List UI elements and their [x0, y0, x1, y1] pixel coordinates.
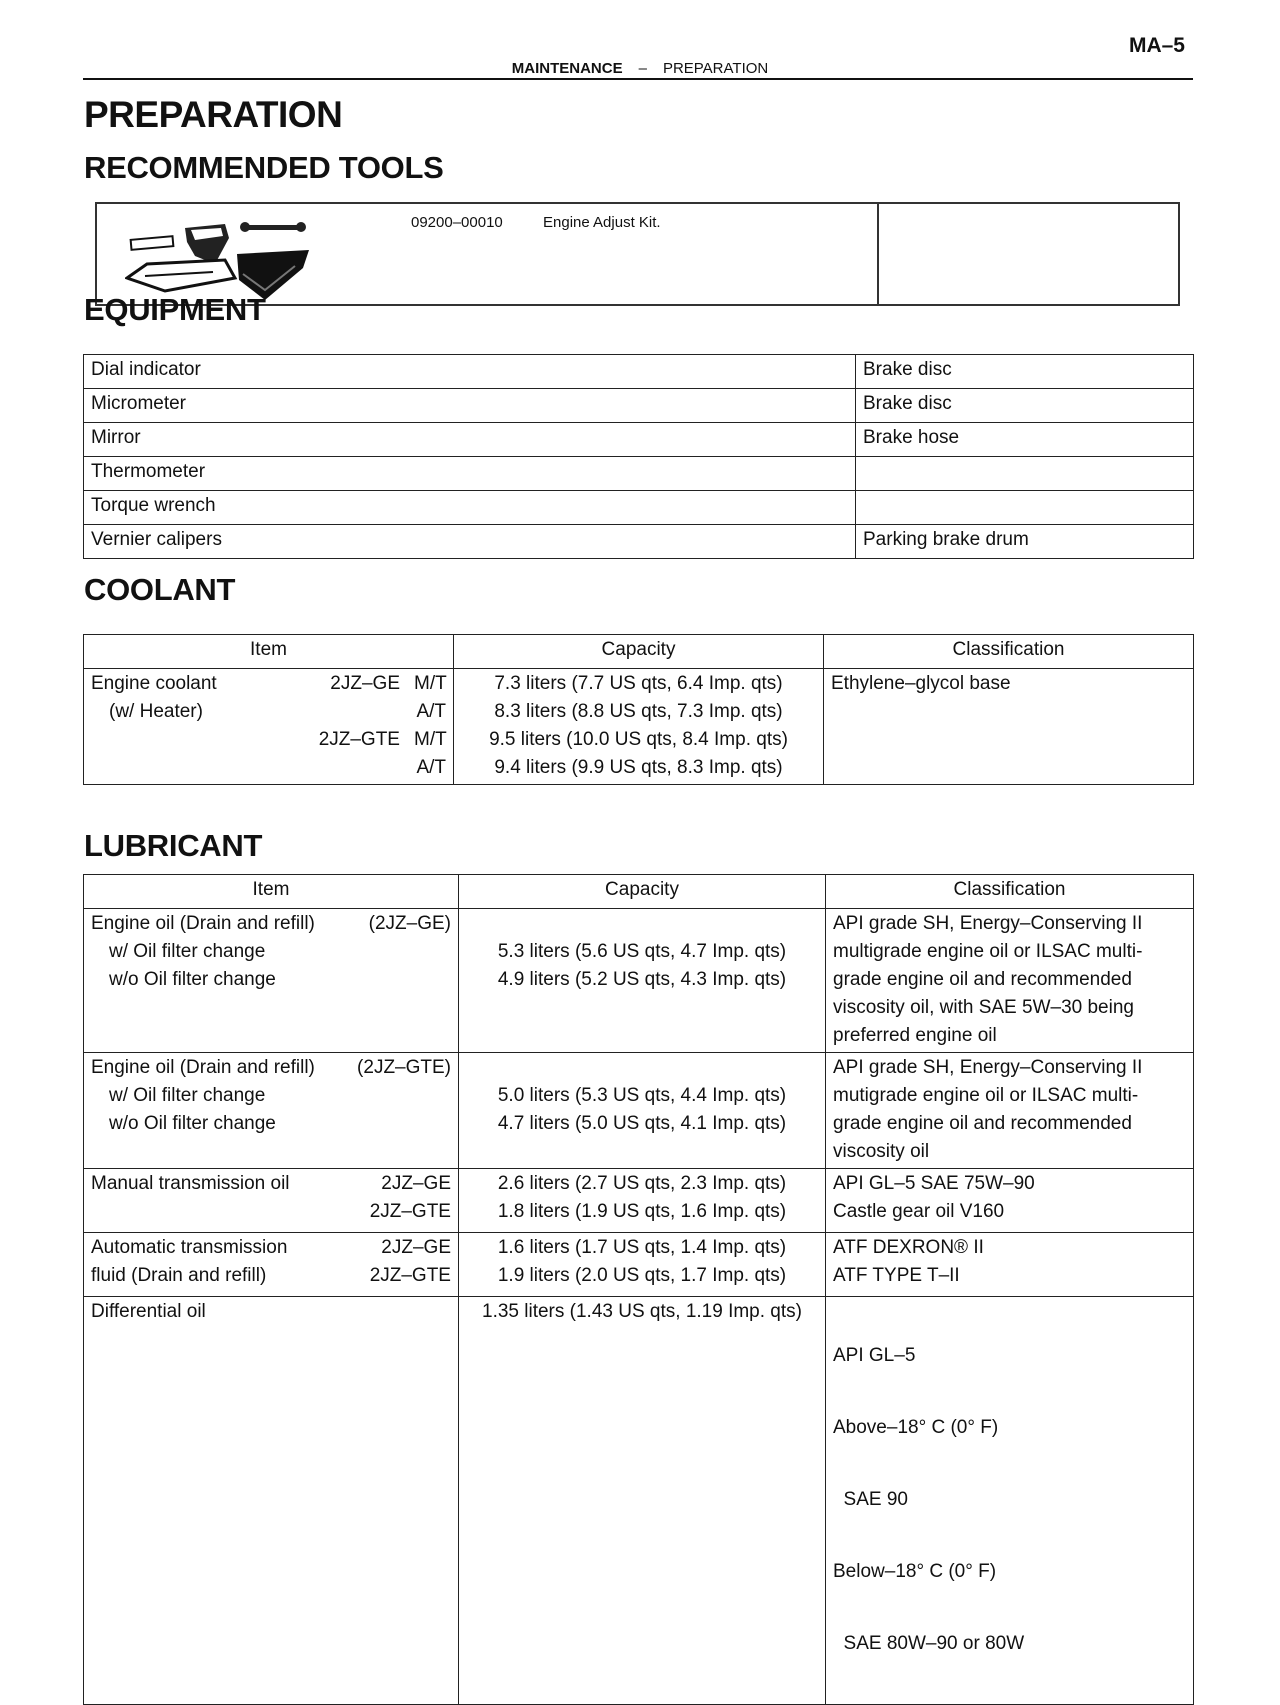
lubricant-classification: SAE 90: [833, 1489, 908, 1510]
coolant-engine: 2JZ–GE: [330, 673, 400, 694]
lubricant-item: Automatic transmission: [91, 1237, 288, 1258]
table-row: [84, 1169, 1194, 1233]
lubricant-classification: API GL–5 SAE 75W–90: [833, 1173, 1035, 1194]
lubricant-sub-item: w/o Oil filter change: [109, 969, 276, 990]
lubricant-engine: 2JZ–GE: [381, 1237, 451, 1258]
lubricant-classification: viscosity oil, with SAE 5W–30 being: [833, 997, 1134, 1018]
table-row: [84, 491, 1194, 525]
column-header-item: Item: [84, 875, 459, 909]
coolant-table: [83, 634, 1194, 785]
table-header-row: [84, 635, 1194, 669]
table-row: [84, 1053, 1194, 1169]
lubricant-capacity: 1.6 liters (1.7 US qts, 1.4 Imp. qts): [497, 1237, 787, 1258]
lubricant-engine: (2JZ–GE): [368, 913, 451, 934]
coolant-capacity: 8.3 liters (8.8 US qts, 7.3 Imp. qts): [494, 701, 783, 722]
header-rule: [83, 78, 1193, 80]
engine-adjust-kit-illustration-icon: [125, 216, 325, 301]
lubricant-capacity: 5.0 liters (5.3 US qts, 4.4 Imp. qts): [497, 1085, 787, 1106]
column-header-classification: Classification: [826, 875, 1194, 909]
lubricant-capacity: 1.8 liters (1.9 US qts, 1.6 Imp. qts): [497, 1201, 787, 1222]
lubricant-item: Manual transmission oil: [91, 1173, 290, 1194]
table-row: [84, 525, 1194, 559]
lubricant-classification: grade engine oil and recommended: [833, 969, 1132, 990]
coolant-engine: 2JZ–GTE: [318, 729, 400, 750]
tool-row: [95, 202, 1180, 306]
tool-name: Engine Adjust Kit.: [543, 214, 661, 231]
lubricant-heading: LUBRICANT: [84, 828, 263, 863]
coolant-trans: M/T: [414, 673, 447, 694]
lubricant-engine: (2JZ–GTE): [357, 1057, 451, 1078]
table-row: [84, 389, 1194, 423]
lubricant-capacity: 2.6 liters (2.7 US qts, 2.3 Imp. qts): [497, 1173, 787, 1194]
recommended-tools-heading: RECOMMENDED TOOLS: [84, 150, 444, 185]
lubricant-classification: grade engine oil and recommended: [833, 1113, 1132, 1134]
table-row: [84, 1297, 1194, 1705]
table-row: [84, 423, 1194, 457]
lubricant-classification: SAE 80W–90 or 80W: [833, 1633, 1025, 1654]
equipment-tool: Vernier calipers: [84, 525, 856, 559]
running-header-section: MAINTENANCE: [511, 60, 623, 77]
equipment-note: Brake disc: [856, 355, 1194, 389]
table-header-row: [84, 875, 1194, 909]
equipment-tool: Micrometer: [84, 389, 856, 423]
lubricant-sub-item: w/ Oil filter change: [109, 941, 266, 962]
column-header-capacity: Capacity: [459, 875, 826, 909]
lubricant-table: [83, 874, 1194, 1705]
lubricant-capacity: 5.3 liters (5.6 US qts, 4.7 Imp. qts): [497, 941, 787, 962]
lubricant-classification: Above–18° C (0° F): [833, 1417, 999, 1438]
lubricant-classification: preferred engine oil: [833, 1025, 997, 1046]
lubricant-classification: viscosity oil: [833, 1141, 930, 1162]
lubricant-capacity: 4.7 liters (5.0 US qts, 4.1 Imp. qts): [497, 1113, 787, 1134]
coolant-trans: M/T: [414, 729, 447, 750]
equipment-tool: Thermometer: [84, 457, 856, 491]
lubricant-sub-item: w/o Oil filter change: [109, 1113, 276, 1134]
lubricant-classification: Castle gear oil V160: [833, 1201, 1005, 1222]
lubricant-sub-item: w/ Oil filter change: [109, 1085, 266, 1106]
lubricant-classification: ATF DEXRON® II: [833, 1237, 984, 1258]
lubricant-engine: 2JZ–GTE: [369, 1265, 451, 1286]
coolant-item-note: (w/ Heater): [109, 701, 203, 722]
equipment-note: Parking brake drum: [856, 525, 1194, 559]
equipment-tool: Dial indicator: [84, 355, 856, 389]
equipment-table: [83, 354, 1194, 559]
column-header-item: Item: [84, 635, 454, 669]
coolant-capacity: 9.4 liters (9.9 US qts, 8.3 Imp. qts): [494, 757, 783, 778]
table-row: [84, 457, 1194, 491]
lubricant-capacity: [466, 1054, 818, 1082]
lubricant-classification: API grade SH, Energy–Conserving II: [833, 1057, 1143, 1078]
table-row: [84, 669, 1194, 785]
coolant-trans: A/T: [416, 757, 446, 778]
equipment-note: Brake hose: [856, 423, 1194, 457]
lubricant-item: Engine oil (Drain and refill): [91, 913, 315, 934]
lubricant-classification: mutigrade engine oil or ILSAC multi-: [833, 1085, 1139, 1106]
coolant-capacity: 9.5 liters (10.0 US qts, 8.4 Imp. qts): [489, 729, 788, 750]
lubricant-classification: API grade SH, Energy–Conserving II: [833, 913, 1143, 934]
column-header-capacity: Capacity: [454, 635, 824, 669]
lubricant-item: Engine oil (Drain and refill): [91, 1057, 315, 1078]
tool-part-number: 09200–00010: [411, 214, 503, 231]
lubricant-capacity: 4.9 liters (5.2 US qts, 4.3 Imp. qts): [497, 969, 787, 990]
equipment-note: [856, 457, 1194, 491]
equipment-tool: Mirror: [84, 423, 856, 457]
running-header-subsection: PREPARATION: [662, 60, 769, 77]
coolant-capacity: 7.3 liters (7.7 US qts, 6.4 Imp. qts): [494, 673, 783, 694]
lubricant-capacity: [466, 910, 818, 938]
equipment-note: Brake disc: [856, 389, 1194, 423]
running-header-separator: –: [638, 60, 647, 77]
table-row: [84, 909, 1194, 1053]
lubricant-classification: Below–18° C (0° F): [833, 1561, 997, 1582]
equipment-heading: EQUIPMENT: [84, 292, 266, 327]
equipment-note: [856, 491, 1194, 525]
equipment-tool: Torque wrench: [84, 491, 856, 525]
page-title: PREPARATION: [84, 94, 343, 135]
lubricant-classification: API GL–5: [833, 1345, 916, 1366]
lubricant-capacity: 1.35 liters (1.43 US qts, 1.19 Imp. qts): [482, 1301, 802, 1322]
coolant-classification: Ethylene–glycol base: [831, 673, 1011, 694]
coolant-item: Engine coolant: [91, 673, 217, 694]
column-header-classification: Classification: [824, 635, 1194, 669]
table-row: [84, 1233, 1194, 1297]
page-number: MA–5: [1128, 34, 1185, 57]
lubricant-classification: multigrade engine oil or ILSAC multi-: [833, 941, 1143, 962]
lubricant-capacity: 1.9 liters (2.0 US qts, 1.7 Imp. qts): [497, 1265, 787, 1286]
lubricant-item: Differential oil: [91, 1301, 206, 1322]
lubricant-engine: 2JZ–GTE: [369, 1201, 451, 1222]
coolant-trans: A/T: [416, 701, 446, 722]
lubricant-classification: ATF TYPE T–II: [833, 1265, 960, 1286]
tool-box-divider: [877, 204, 879, 304]
lubricant-engine: 2JZ–GE: [381, 1173, 451, 1194]
running-header: [0, 60, 1280, 77]
lubricant-item: fluid (Drain and refill): [91, 1265, 267, 1286]
table-row: [84, 355, 1194, 389]
coolant-heading: COOLANT: [84, 572, 236, 607]
